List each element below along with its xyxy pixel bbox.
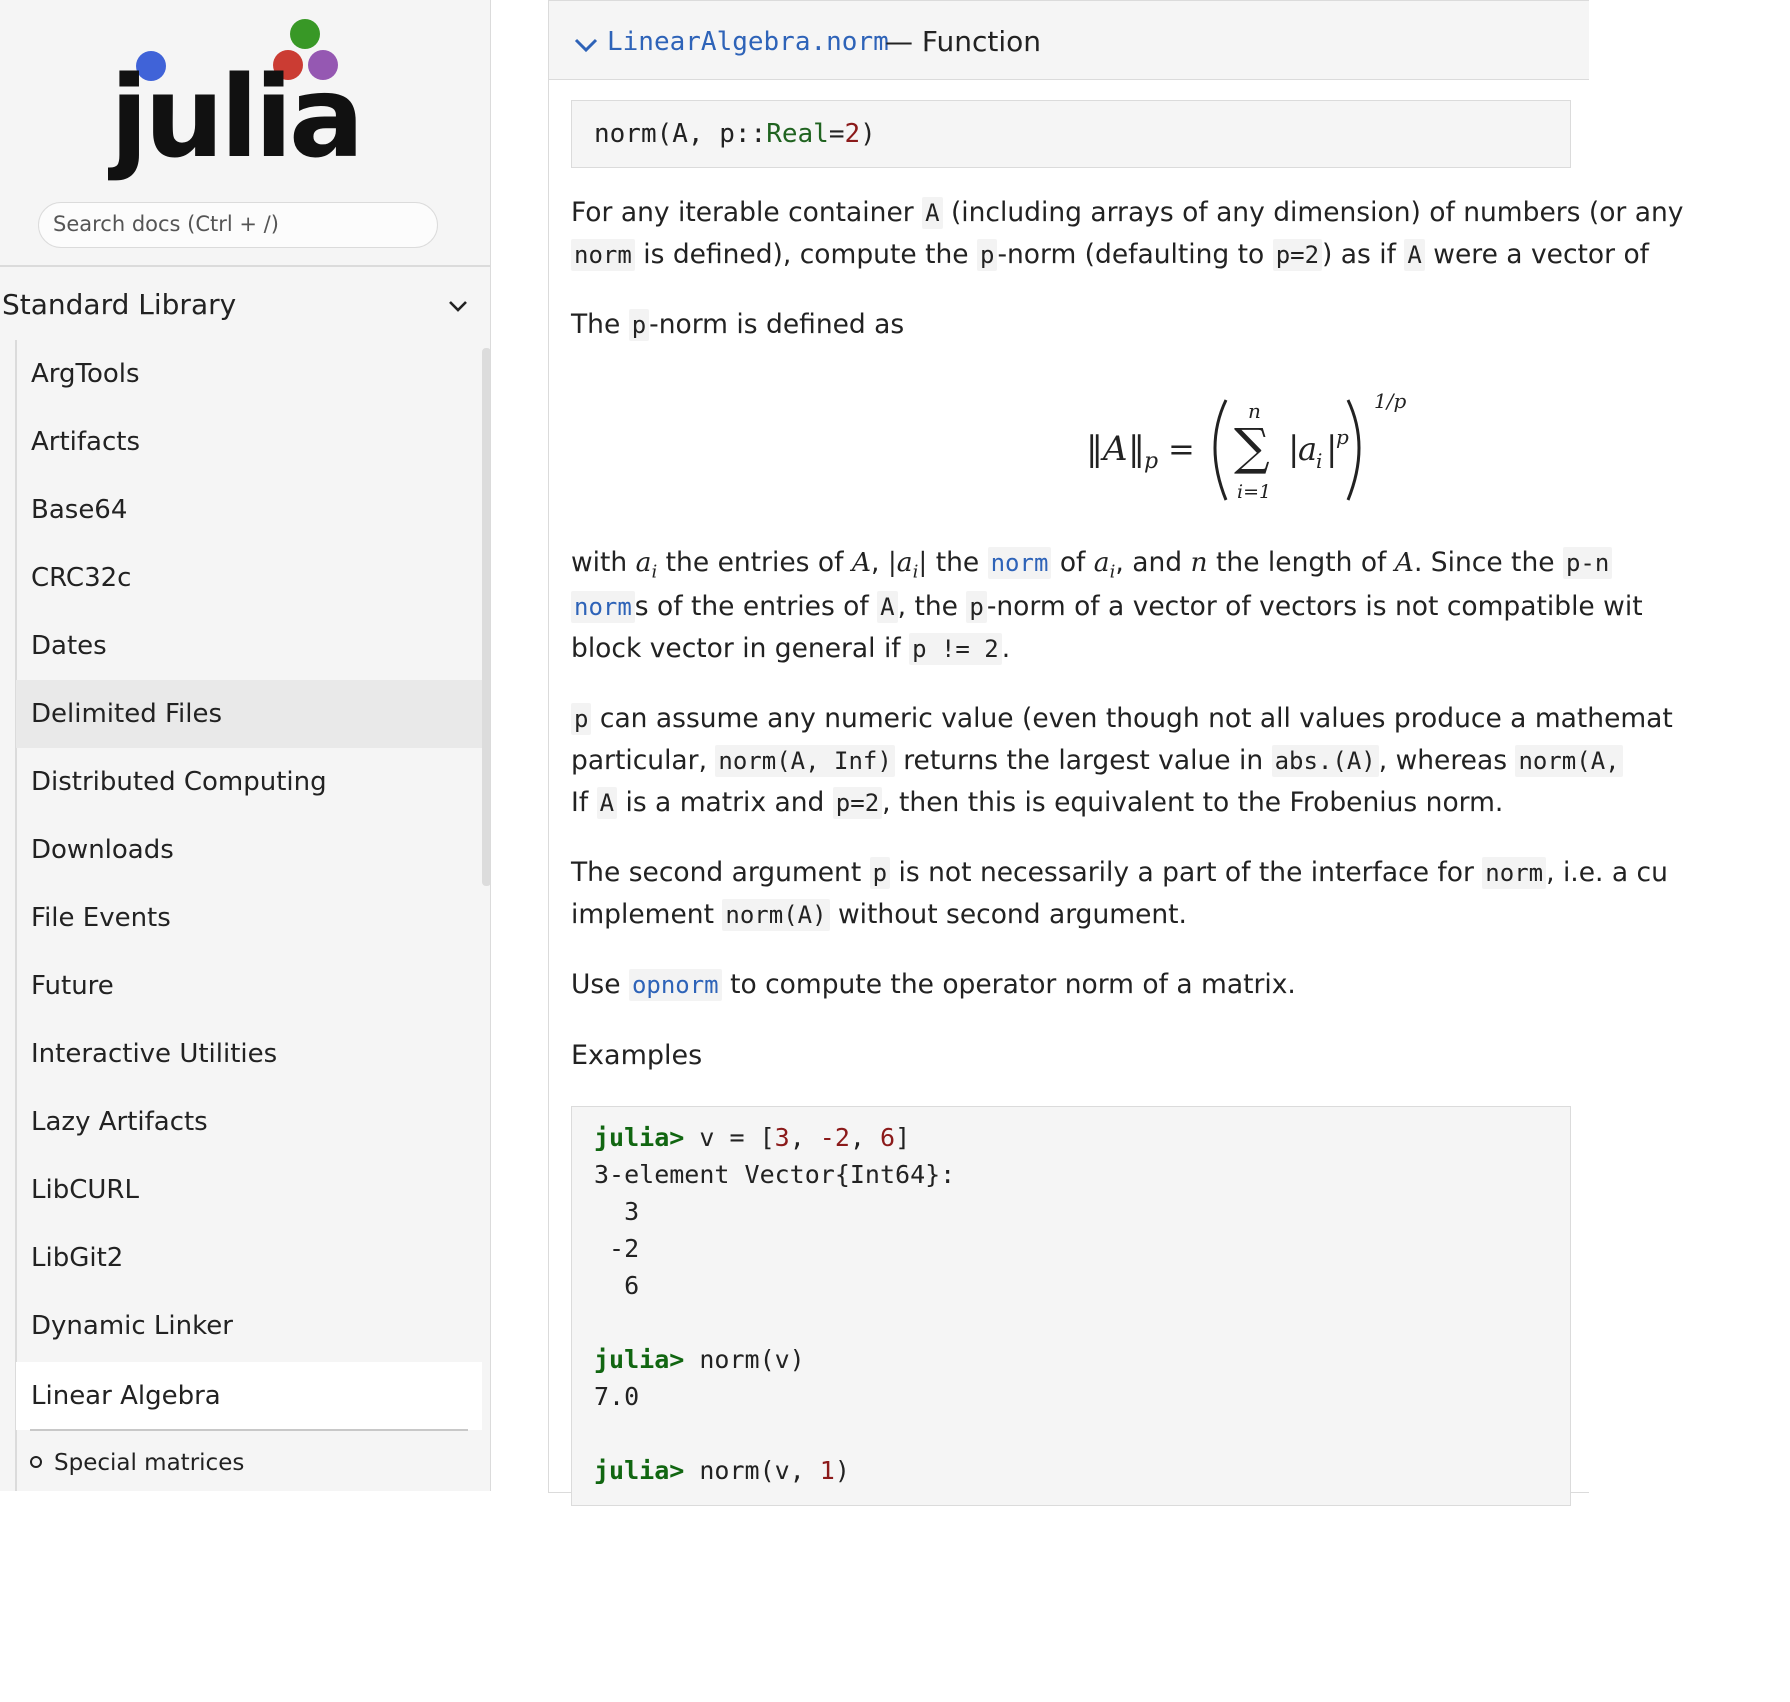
code-line: 7.0 bbox=[594, 1382, 640, 1411]
paragraph-line: The second argument p is not necessarily a part of the interface for norm , i.e. a cu bbox=[571, 857, 1668, 888]
docstring-header[interactable] bbox=[549, 1, 1589, 80]
paragraph-line: The p -norm is defined as bbox=[571, 309, 905, 340]
sidebar-item-base64[interactable]: Base64 bbox=[31, 495, 128, 525]
subnav-label: Special matrices bbox=[54, 1450, 245, 1476]
code-line: julia> v = [3, -2, 6] bbox=[594, 1123, 911, 1152]
sidebar-item-dates[interactable]: Dates bbox=[31, 631, 107, 661]
code-line: julia> norm(v) bbox=[594, 1345, 805, 1374]
svg-text:‖: ‖ bbox=[1086, 429, 1103, 469]
section-title: Standard Library bbox=[2, 288, 237, 321]
paragraph-line: For any iterable container A (including arrays of any dimension) of numbers (or any bbox=[571, 197, 1684, 228]
examples-heading: Examples bbox=[571, 1040, 703, 1071]
sidebar-item-argtools[interactable]: ArgTools bbox=[31, 359, 140, 389]
p-norm-formula bbox=[1086, 380, 1416, 510]
sidebar-item-file-events[interactable]: File Events bbox=[31, 903, 171, 933]
opnorm-link[interactable]: opnorm bbox=[629, 969, 722, 1001]
logo-dot-green bbox=[290, 19, 320, 49]
signature-code-block: norm(A, p::Real=2) bbox=[571, 100, 1571, 168]
chevron-down-icon[interactable] bbox=[446, 296, 470, 316]
svg-text:n: n bbox=[1248, 399, 1261, 423]
sidebar-item-libgit2[interactable]: LibGit2 bbox=[31, 1243, 124, 1273]
svg-text:p: p bbox=[1144, 449, 1159, 474]
search-input[interactable] bbox=[53, 203, 423, 245]
code-line: 3-element Vector{Int64}: bbox=[594, 1160, 956, 1189]
sidebar-item-interactive-utilities[interactable]: Interactive Utilities bbox=[31, 1039, 278, 1069]
paragraph-line: Use opnorm to compute the operator norm of a matrix. bbox=[571, 969, 1296, 1000]
paragraph-line: p can assume any numeric value (even though not all values produce a mathemat bbox=[571, 703, 1673, 734]
bullet-icon bbox=[30, 1456, 42, 1468]
sidebar bbox=[0, 0, 491, 1491]
svg-text:|: | bbox=[1288, 429, 1300, 469]
sidebar-item-lazy-artifacts[interactable]: Lazy Artifacts bbox=[31, 1107, 208, 1137]
sidebar-scrollbar[interactable] bbox=[482, 348, 491, 886]
svg-text:1/p: 1/p bbox=[1374, 389, 1407, 413]
example-code-block bbox=[571, 1106, 1571, 1506]
paragraph-line: with $a_i$ the entries of A, $|a_i|$ the norm of $a_i$, and n the length of A. Since the p-n bbox=[571, 547, 1612, 582]
code-line: -2 bbox=[594, 1234, 640, 1263]
code-line: 6 bbox=[594, 1271, 640, 1300]
svg-text:‖: ‖ bbox=[1128, 429, 1145, 469]
sidebar-item-linear-algebra[interactable]: Linear Algebra bbox=[16, 1362, 482, 1430]
svg-text:p: p bbox=[1336, 425, 1349, 449]
docstring-category: — Function bbox=[885, 25, 1042, 58]
sidebar-item-libcurl[interactable]: LibCURL bbox=[31, 1175, 139, 1205]
svg-text:a: a bbox=[1298, 430, 1318, 468]
norm-link[interactable]: norm bbox=[571, 591, 635, 623]
code-line: 3 bbox=[594, 1197, 640, 1226]
paragraph-line: particular, norm(A, Inf) returns the largest value in abs.(A) , whereas norm(A, bbox=[571, 745, 1623, 776]
sidebar-item-distributed-computing[interactable]: Distributed Computing bbox=[31, 767, 327, 797]
section-header-standard-library[interactable] bbox=[0, 282, 490, 330]
julia-logo[interactable] bbox=[108, 16, 376, 194]
sidebar-item-dynamic-linker[interactable]: Dynamic Linker bbox=[31, 1311, 233, 1341]
current-item-divider bbox=[30, 1429, 468, 1431]
svg-text:|: | bbox=[1326, 429, 1338, 469]
svg-text:=: = bbox=[1168, 430, 1195, 468]
norm-link[interactable]: norm bbox=[988, 547, 1052, 579]
chevron-down-icon[interactable] bbox=[573, 35, 599, 55]
paragraph-line: norm is defined), compute the p -norm (defaulting to p=2 ) as if A were a vector of bbox=[571, 239, 1649, 270]
subnav-item-special-matrices[interactable] bbox=[30, 1446, 244, 1480]
paragraph-line: implement norm(A) without second argument. bbox=[571, 899, 1187, 930]
sidebar-item-artifacts[interactable]: Artifacts bbox=[31, 427, 141, 457]
sidebar-item-delimited-files[interactable]: Delimited Files bbox=[16, 680, 482, 748]
sidebar-item-downloads[interactable]: Downloads bbox=[31, 835, 174, 865]
docstring-binding-link[interactable]: LinearAlgebra.norm bbox=[607, 27, 889, 57]
search-box[interactable] bbox=[38, 202, 438, 248]
svg-text:∑: ∑ bbox=[1234, 418, 1270, 476]
svg-text:i: i bbox=[1316, 449, 1323, 473]
paragraph-line: block vector in general if p != 2 . bbox=[571, 633, 1011, 664]
paragraph-line: norm s of the entries of A , the p -norm of a vector of vectors is not compatible wit bbox=[571, 591, 1643, 622]
paragraph-line: If A is a matrix and p=2 , then this is equivalent to the Frobenius norm. bbox=[571, 787, 1504, 818]
sidebar-item-future[interactable]: Future bbox=[31, 971, 114, 1001]
logo-wordmark: julia bbox=[110, 53, 361, 183]
sidebar-divider bbox=[0, 265, 490, 267]
svg-text:i=1: i=1 bbox=[1237, 481, 1272, 503]
svg-text:A: A bbox=[1103, 429, 1128, 469]
sidebar-item-crc32c[interactable]: CRC32c bbox=[31, 563, 132, 593]
code-line: julia> norm(v, 1) bbox=[594, 1456, 850, 1485]
